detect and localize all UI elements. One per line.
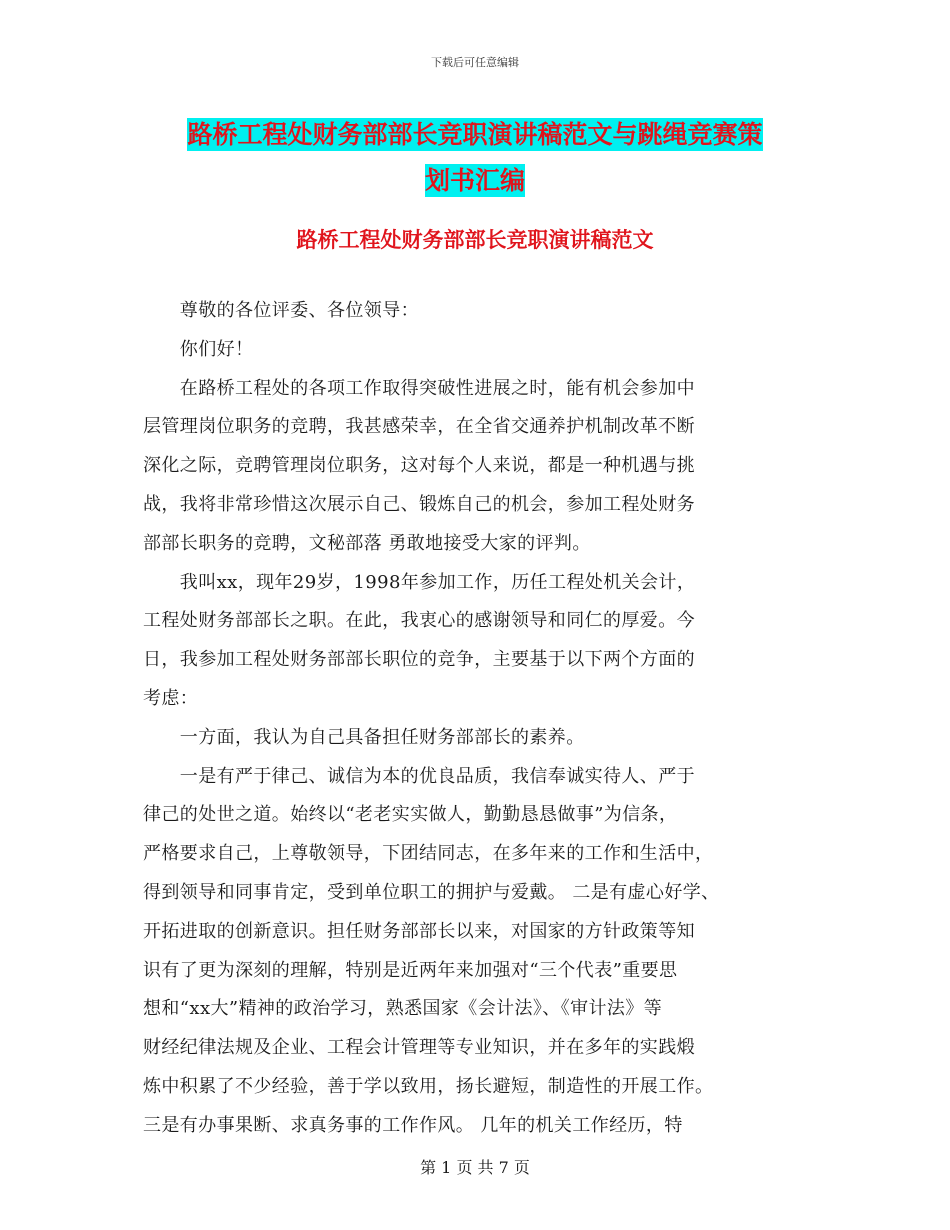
page-number-footer: 第 1 页 共 7 页	[420, 1158, 530, 1177]
title-line-1: 路桥工程处财务部部长竞职演讲稿范文与跳绳竞赛策	[187, 120, 763, 149]
text-line: 财经纪律法规及企业、工程会计管理等专业知识，并在多年的实践煅	[143, 1037, 695, 1059]
text-line: 识有了更为深刻的理解，特别是近两年来加强对“三个代表”重要思	[143, 959, 678, 981]
text-line: 尊敬的各位评委、各位领导：	[143, 300, 419, 321]
text-line: 在路桥工程处的各项工作取得突破性进展之时，能有机会参加中	[143, 377, 695, 399]
header-note: 下载后可任意编辑	[431, 56, 519, 69]
text-line: 开拓进取的创新意识。担任财务部部长以来，对国家的方针政策等知	[143, 920, 695, 942]
text-line: 想和“xx大”精神的政治学习，熟悉国家《会计法》、《审计法》等	[143, 998, 663, 1020]
text-line: 考虑：	[143, 687, 199, 709]
text-line: 层管理岗位职务的竞聘，我甚感荣幸，在全省交通养护机制改革不断	[143, 416, 695, 438]
text-line: 炼中积累了不少经验，善于学以致用，扬长避短，制造性的开展工作。	[143, 1075, 714, 1097]
text-line: 律己的处世之道。始终以“老老实实做人，勤勤恳恳做事”为信条，	[143, 804, 678, 826]
body-text	[143, 292, 813, 1146]
text-line: 严格要求自己，上尊敬领导，下团结同志，在多年来的工作和生活中，	[143, 843, 714, 865]
text-line: 工程处财务部部长之职。在此，我衷心的感谢领导和同仁的厚爱。今	[143, 610, 695, 632]
text-line: 我叫xx，现年29岁，1998年参加工作，历任工程处机关会计，	[143, 571, 696, 593]
title-line-2: 划书汇编	[424, 166, 525, 195]
text-line: 日，我参加工程处财务部部长职位的竞争，主要基于以下两个方面的	[143, 649, 695, 671]
text-line: 得到领导和同事肯定，受到单位职工的拥护与爱戴。 二是有虚心好学、	[143, 881, 720, 903]
text-line: 部部长职务的竞聘，文秘部落 勇敢地接受大家的评判。	[143, 532, 591, 554]
text-line: 深化之际，竞聘管理岗位职务，这对每个人来说，都是一种机遇与挑	[143, 455, 695, 477]
text-line: 三是有办事果断、求真务事的工作作风。 几年的机关工作经历，特	[143, 1114, 683, 1136]
text-line: 战，我将非常珍惜这次展示自己、锻炼自己的机会，参加工程处财务	[143, 493, 695, 515]
text-line: 你们好！	[143, 338, 254, 360]
section-title: 路桥工程处财务部部长竞职演讲稿范文	[296, 227, 654, 252]
text-line: 一方面，我认为自己具备担任财务部部长的素养。	[143, 726, 585, 748]
document-title	[0, 112, 950, 204]
text-line: 一是有严于律己、诚信为本的优良品质，我信奉诚实待人、严于	[143, 765, 695, 787]
